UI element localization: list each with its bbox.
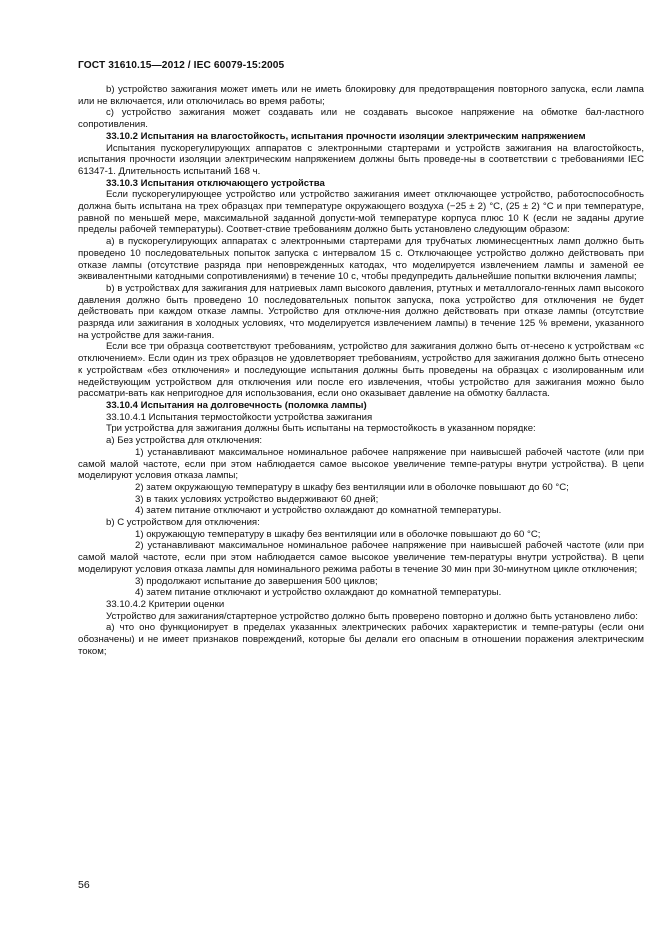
- list-item: a) что оно функционирует в пределах указанных электрических рабочих характеристик и темпе-ратуры (если они обозначены) и не имеет признаков повреждений, которые бы делали его опасным в отношении поражения электрическим током;: [78, 622, 644, 657]
- section-heading: 33.10.2 Испытания на влагостойкость, испытания прочности изоляции электрическим напряжением: [106, 130, 586, 142]
- document-body: [78, 84, 644, 657]
- paragraph: a) в пускорегулирующих аппаратах с электронными стартерами для трубчатых люминесцентных ламп должно быть проведено 10 последовательных попыток запуска с интервалом 15 с. Отключающее устройство должно действовать при отказе лампы (отсутствие разряда при неповрежденных катодах, что моделируется извлечением лампы и заменой ее эквивалентными катодными сопротивлениями) в течение 10 с, чтобы предупредить дальнейшие попытки включения лампы;: [78, 236, 644, 283]
- list-item: 2) затем окружающую температуру в шкафу без вентиляции или в оболочке повышают до 60 °C;: [135, 481, 569, 493]
- list-item: 4) затем питание отключают и устройство охлаждают до комнатной температуры.: [135, 587, 502, 599]
- paragraph: Три устройства для зажигания должны быть испытаны на термостойкость в указанном порядке:: [106, 423, 536, 435]
- paragraph: b) в устройствах для зажигания для натриевых ламп высокого давления, ртутных и металлогало-генных ламп высокого давления должно быть проведено 10 последовательных попыток запуска, пока устройство для отключения не будет действовать при каждом отказе лампы. Устройство для отключе-ния должно действовать при отказе лампы (отсутствие разряда или зажигания в холодных условиях, что моделируется извлечением лампы) в течение 125 % времени, указанного на устройстве для зажи-гания.: [78, 282, 644, 341]
- subsection-heading: 33.10.4.2 Критерии оценки: [106, 598, 225, 610]
- paragraph: Устройство для зажигания/стартерное устройство должно быть проверено повторно и должно быть установлено либо:: [106, 610, 638, 622]
- subsection-heading: 33.10.4.1 Испытания термостойкости устройства зажигания: [106, 411, 373, 423]
- list-item: b) С устройством для отключения:: [106, 517, 260, 529]
- list-item: 4) затем питание отключают и устройство охлаждают до комнатной температуры.: [135, 505, 502, 517]
- paragraph: Если все три образца соответствуют требованиям, устройство для зажигания должно быть от-несено к устройствам «с отключением». Если один из трех образцов не удовлетворяет требованиям, устройство для зажигания должно быть отнесено к устройствам «без отключения» и последующие испытания должны быть проведены на образцах с изолированным или недействующим устройством для отключения или после его извлечения, чтобы устройство для зажигания можно было рассматри-вать как непригодное для использования, если оно оказывает давление на обмотку балласта.: [78, 341, 644, 400]
- list-item: 3) продолжают испытание до завершения 500 циклов;: [135, 575, 378, 587]
- section-heading: 33.10.4 Испытания на долговечность (поломка лампы): [106, 399, 367, 411]
- list-item: a) Без устройства для отключения:: [106, 435, 263, 447]
- paragraph: c) устройство зажигания может создавать или не создавать высокое напряжение на обмотке бал-ластного сопротивления.: [78, 107, 644, 131]
- list-item: 2) устанавливают максимальное номинальное рабочее напряжение при наивысшей рабочей частоте (или при самой малой частоте, если при этом наблюдается самое высокое увеличение тем-пературы внутри устройства). В цепи моделируют условия отказа лампы для номинального режима работы в течение 30 мин при 30-минутном цикле отключения;: [78, 540, 644, 575]
- document-header: ГОСТ 31610.15—2012 / IEC 60079-15:2005: [78, 60, 285, 71]
- paragraph: b) устройство зажигания может иметь или не иметь блокировку для предотвращения повторного запуска, если лампа или не включается, или отключилась во время работы;: [78, 84, 644, 107]
- section-heading: 33.10.3 Испытания отключающего устройства: [106, 177, 325, 189]
- list-item: 1) окружающую температуру в шкафу без вентиляции или в оболочке повышают до 60 °C;: [135, 528, 541, 540]
- list-item: 3) в таких условиях устройство выдерживают 60 дней;: [135, 493, 379, 505]
- paragraph: Испытания пускорегулирующих аппаратов с электронными стартерами и устройств зажигания на влагостойкость, испытания прочности изоляции электрическим напряжением должны быть проведе-ны в соответствии с требованиями IEC 61347-1. Длительность испытаний 168 ч.: [78, 142, 644, 177]
- paragraph: Если пускорегулирующее устройство или устройство зажигания имеет отключающее устройство, работоспособность должна быть испытана на трех образцах при температуре окружающего воздуха (−25 ± 2) °C, (25 ± 2) °C и при температуре, равной по меньшей мере, максимальной заданной допусти-мой температуре корпуса плюс 10 К (если не заданы другие пределы рабочей температуры). Соответ-ствие требованиям должно быть установлено следующим образом:: [78, 189, 644, 236]
- list-item: 1) устанавливают максимальное номинальное рабочее напряжение при наивысшей рабочей частоте (или при самой малой частоте, если при этом наблюдается самое высокое увеличение темпе-ратуры внутри устройства). В цепи моделируют условия отказа лампы;: [78, 446, 644, 482]
- page-number: 56: [78, 879, 90, 891]
